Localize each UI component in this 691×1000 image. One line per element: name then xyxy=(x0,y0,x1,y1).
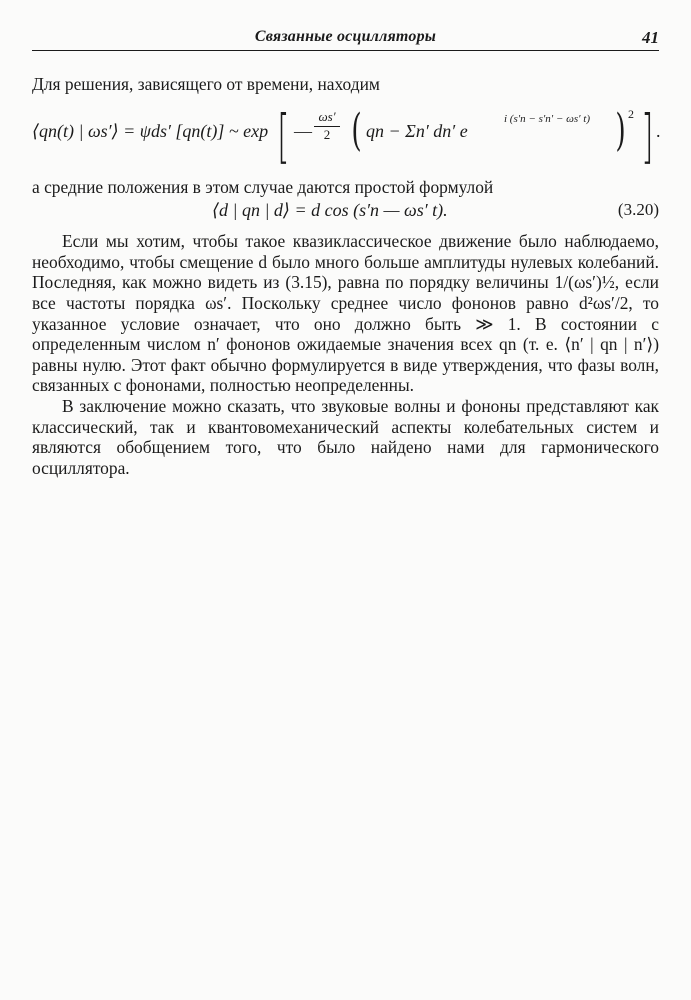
equation-wavefunction xyxy=(32,99,659,177)
running-title: Связанные осцилляторы xyxy=(254,28,437,45)
page-number: 41 xyxy=(642,28,659,47)
header-rule xyxy=(32,50,659,51)
page-header xyxy=(32,24,659,48)
equation-1-fraction: $\frac{\omega s'}{2}$ xyxy=(314,109,340,143)
left-paren: ( xyxy=(351,104,362,156)
equation-2-number: (3.20) xyxy=(617,200,659,220)
equation-3-20 xyxy=(32,197,659,227)
equation-1-period: . xyxy=(656,120,661,141)
right-bracket: ] xyxy=(641,101,654,170)
equation-1-sum: qn − Σn′ dn′ e xyxy=(366,120,468,141)
equation-1-exponent: i (s′n − s′n′ − ωs′ t) xyxy=(504,112,591,125)
right-paren: ) xyxy=(615,104,626,156)
minus-sign: — xyxy=(294,120,312,141)
equation-2-formula: ⟨d | qn | d⟩ = d cos (s′n — ωs′ t). xyxy=(212,200,448,221)
left-bracket: [ xyxy=(277,101,290,170)
equation-1-outer-power: 2 xyxy=(628,106,634,121)
intro-line: Для решения, зависящего от времени, находим xyxy=(32,74,380,94)
book-page xyxy=(32,24,659,478)
paragraph-observability: Если мы хотим, чтобы такое квазиклассическое движение было наблюдаемо, необходимо, чтобы смещение d было много больше амплитуды нулевых колебаний. Последняя, как можно видеть из (3.15), равна по порядку величины 1/(ωs′)½, если все частоты порядка ωs′. Поскольку среднее число фононов равно d²ωs′/2, то указанное условие означает, что оно должно быть ≫ 1. В состоянии с определенным числом n′ фононов ожидаемые значения всех qn (т. е. ⟨n′ | qn | n′⟩) равны нулю. Этот факт обычно формулируется в виде утверждения, что фазы волн, связанных с фононами, полностью неопределенны. xyxy=(32,231,659,396)
equation-1-lhs: ⟨qn(t) | ωs′⟩ = ψds′ [qn(t)] ~ exp xyxy=(32,120,269,141)
paragraph-conclusion: В заключение можно сказать, что звуковые волны и фононы представляют как классический, так и квантовомеханический аспекты колебательных систем и являются обобщением того, что было найдено нами для гармонического осциллятора. xyxy=(32,395,659,478)
after-equation-line: а средние положения в этом случае даются простой формулой xyxy=(32,176,494,197)
